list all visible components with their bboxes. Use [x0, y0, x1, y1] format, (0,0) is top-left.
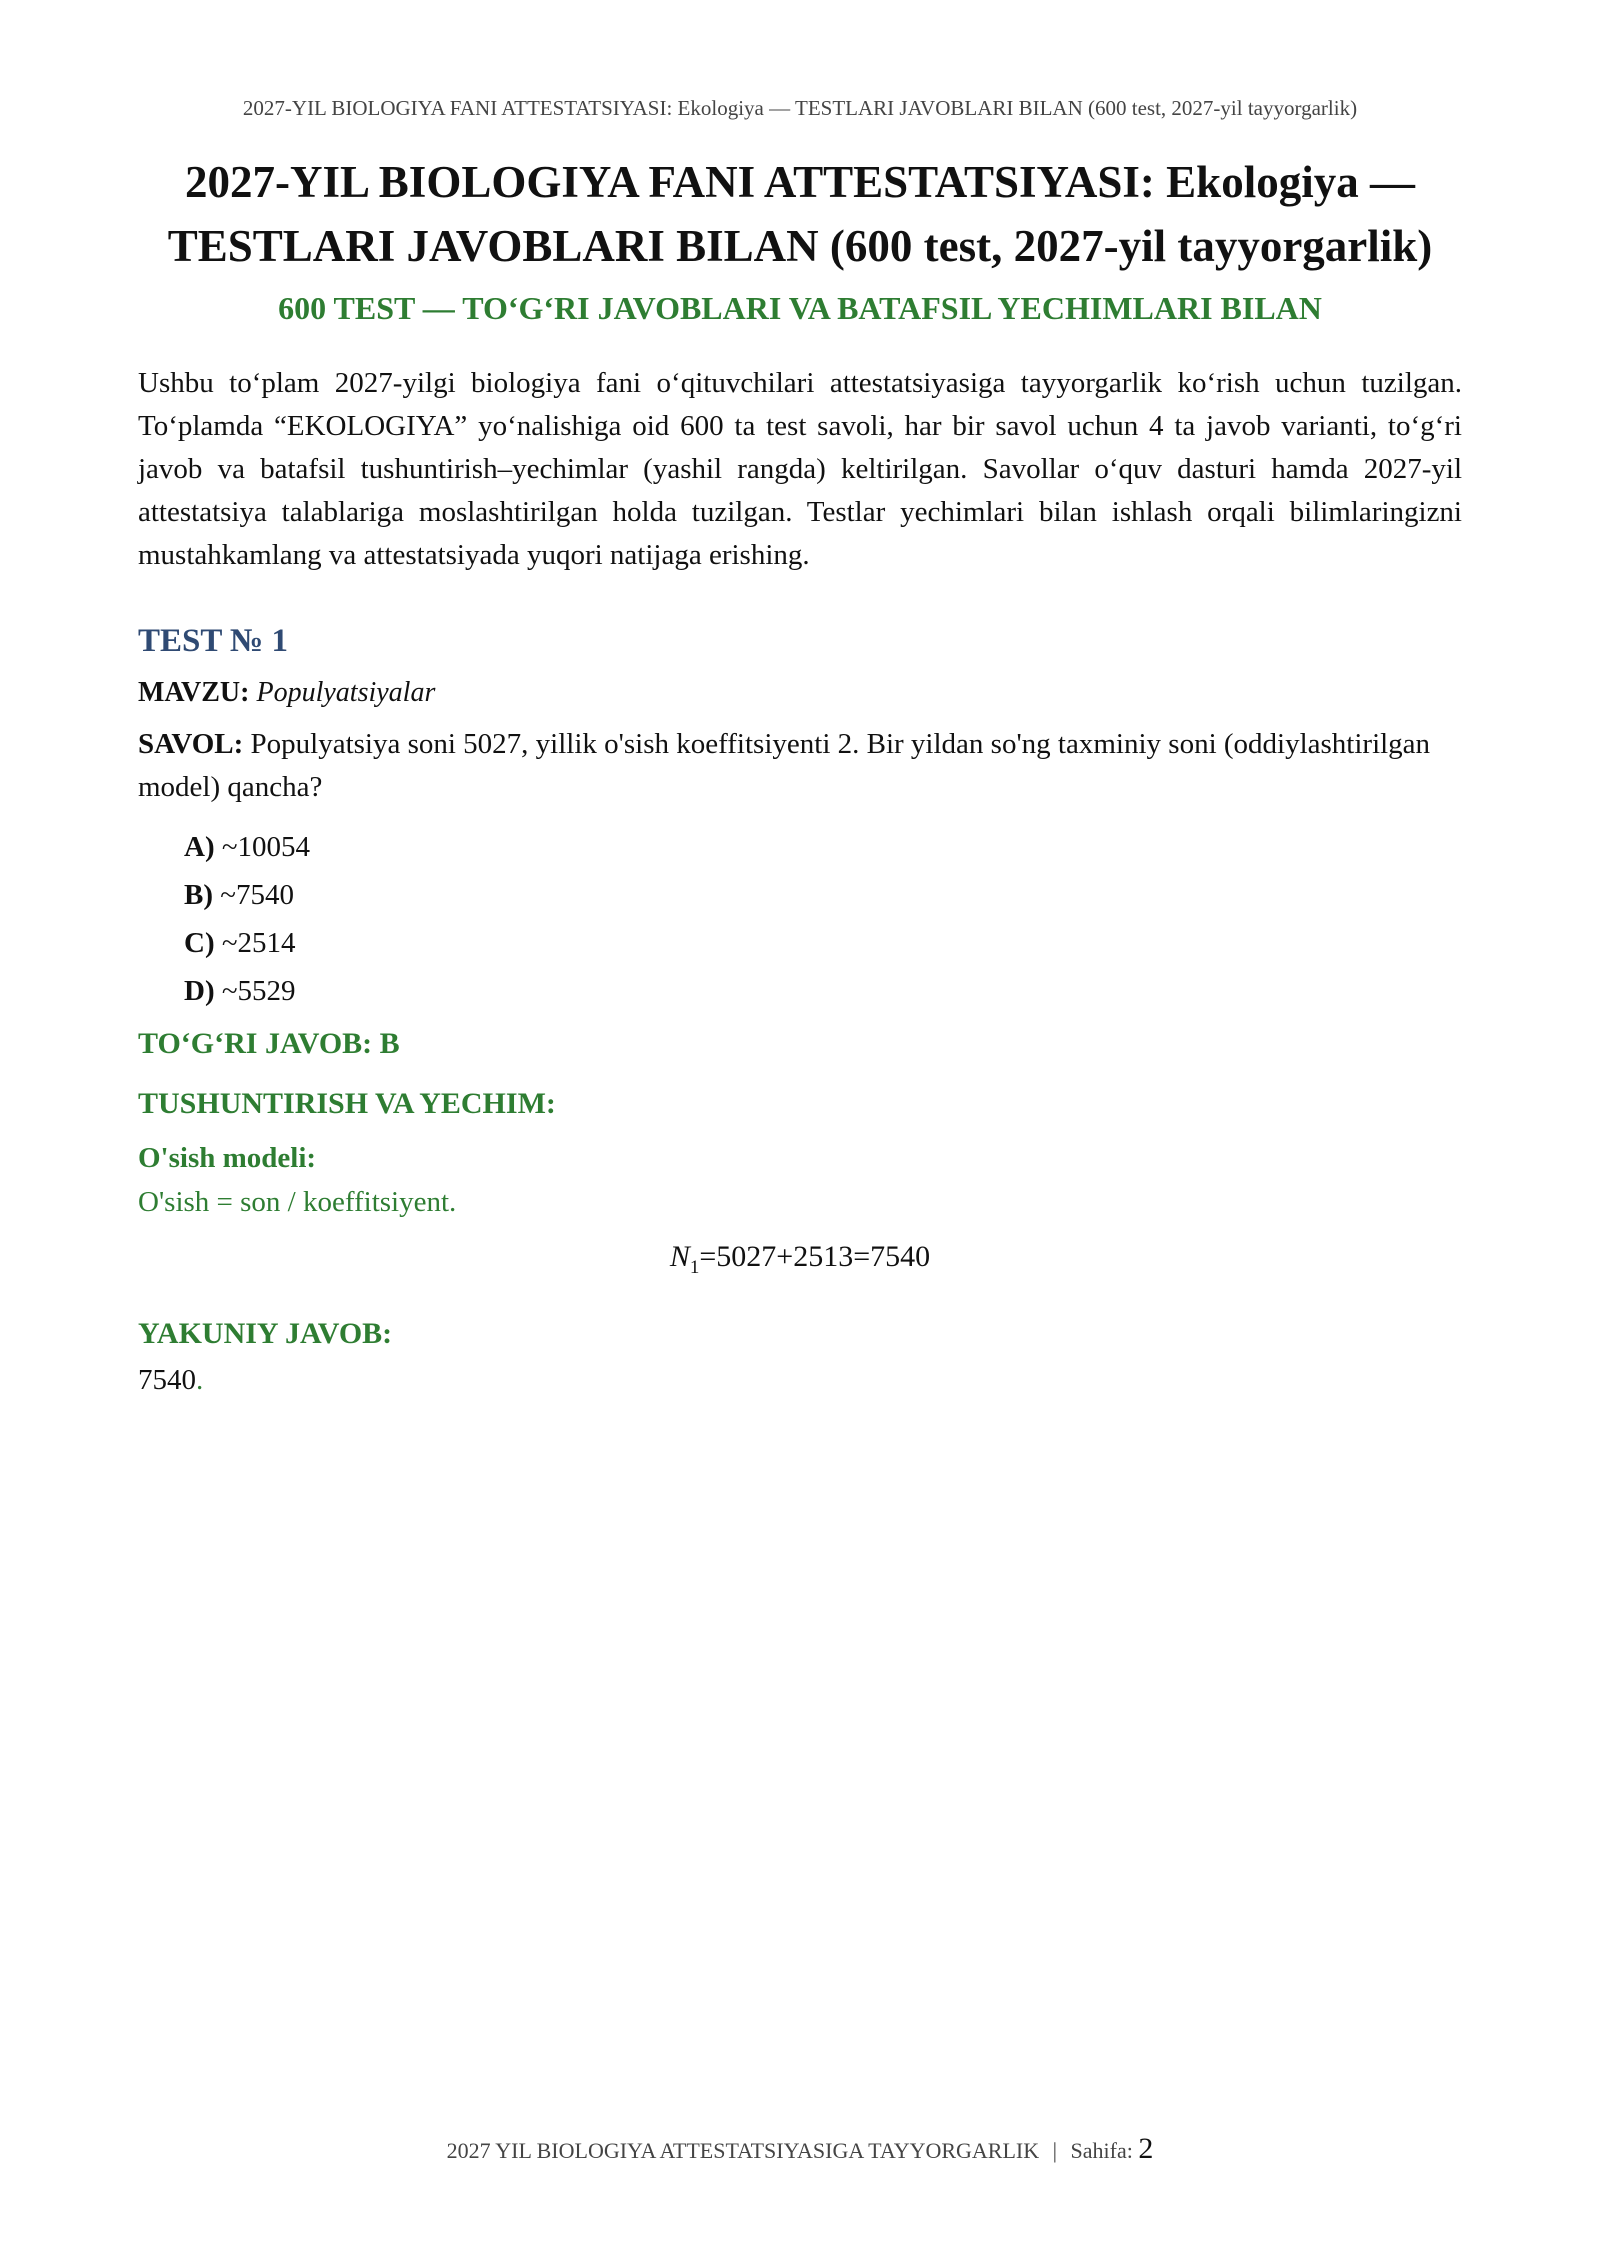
option-c: [184, 919, 1462, 967]
option-letter: B): [184, 879, 213, 911]
footer-separator: |: [1052, 2138, 1058, 2163]
page-content: [138, 150, 1462, 1402]
option-letter: C): [184, 927, 215, 959]
model-text: O'sish = son / koeffitsiyent.: [138, 1186, 457, 1218]
option-text: ~7540: [220, 879, 294, 911]
page-footer: [0, 2132, 1600, 2166]
option-letter: D): [184, 975, 215, 1007]
option-text: ~10054: [221, 831, 311, 863]
option-a: [184, 823, 1462, 871]
option-text: ~5529: [221, 975, 296, 1007]
formula-subscript: 1: [689, 1257, 700, 1278]
formula-variable: N: [669, 1240, 690, 1273]
option-b: [184, 871, 1462, 919]
final-answer-heading: YAKUNIY JAVOB:: [138, 1317, 393, 1350]
formula: [138, 1235, 1462, 1290]
intro-paragraph: Ushbu to‘plam 2027-yilgi biologiya fani o‘qituvchilari attestatsiyasiga tayyorgarlik ko‘rish uchun tuzilgan. To‘plamda “EKOLOGIYA” yo‘nalishiga oid 600 ta test savoli, har bir savol uchun 4 ta javob varianti, to‘g‘ri javob va batafsil tushuntirish–yechimlar (yashil rangda) keltirilgan. Savollar o‘quv dasturi hamda 2027-yil attestatsiya talablariga moslashtirilgan holda tuzilgan. Testlar yechimlari bilan ishlash orqali bilimlaringizni mustahkamlang va attestatsiyada yuqori natijaga erishing.: [138, 367, 1462, 571]
question-label: SAVOL:: [138, 728, 244, 760]
topic-value: Populyatsiyalar: [256, 677, 436, 708]
option-d: [184, 967, 1462, 1015]
option-letter: A): [184, 831, 215, 863]
final-answer-line: [138, 1358, 1462, 1402]
question-text: Populyatsiya soni 5027, yillik o'sish koeffitsiyenti 2. Bir yildan so'ng taxminiy soni (oddiylashtirilgan model) qancha?: [138, 728, 1431, 803]
formula-rhs: =5027+2513=7540: [699, 1240, 931, 1273]
test-heading: TEST № 1: [138, 623, 288, 659]
document-title: 2027-YIL BIOLOGIYA FANI ATTESTATSIYASI: Ekologiya — TESTLARI JAVOBLARI BILAN (600 test, 2027-yil tayyorgarlik): [167, 157, 1433, 271]
answer-options: [138, 823, 1462, 1015]
page-label: Sahifa:: [1070, 2138, 1133, 2163]
correct-answer: TO‘G‘RI JAVOB: B: [138, 1027, 400, 1060]
topic-label: MAVZU:: [138, 677, 250, 708]
document-subtitle: 600 TEST — TO‘G‘RI JAVOBLARI VA BATAFSIL YECHIMLARI BILAN: [278, 290, 1322, 326]
model-heading: O'sish modeli:: [138, 1142, 317, 1174]
final-answer-value: 7540: [138, 1364, 196, 1396]
explanation-heading: TUSHUNTIRISH VA YECHIM:: [138, 1087, 556, 1120]
running-header: 2027-YIL BIOLOGIYA FANI ATTESTATSIYASI: Ekologiya — TESTLARI JAVOBLARI BILAN (600 test, 2027-yil tayyorgarlik): [242, 96, 1358, 120]
footer-text: 2027 YIL BIOLOGIYA ATTESTATSIYASIGA TAYYORGARLIK: [446, 2138, 1040, 2163]
question-block: [138, 723, 1462, 809]
final-answer-dot: .: [196, 1364, 204, 1396]
page-number: 2: [1138, 2132, 1154, 2165]
option-text: ~2514: [221, 927, 296, 959]
topic-line: [138, 673, 1462, 713]
